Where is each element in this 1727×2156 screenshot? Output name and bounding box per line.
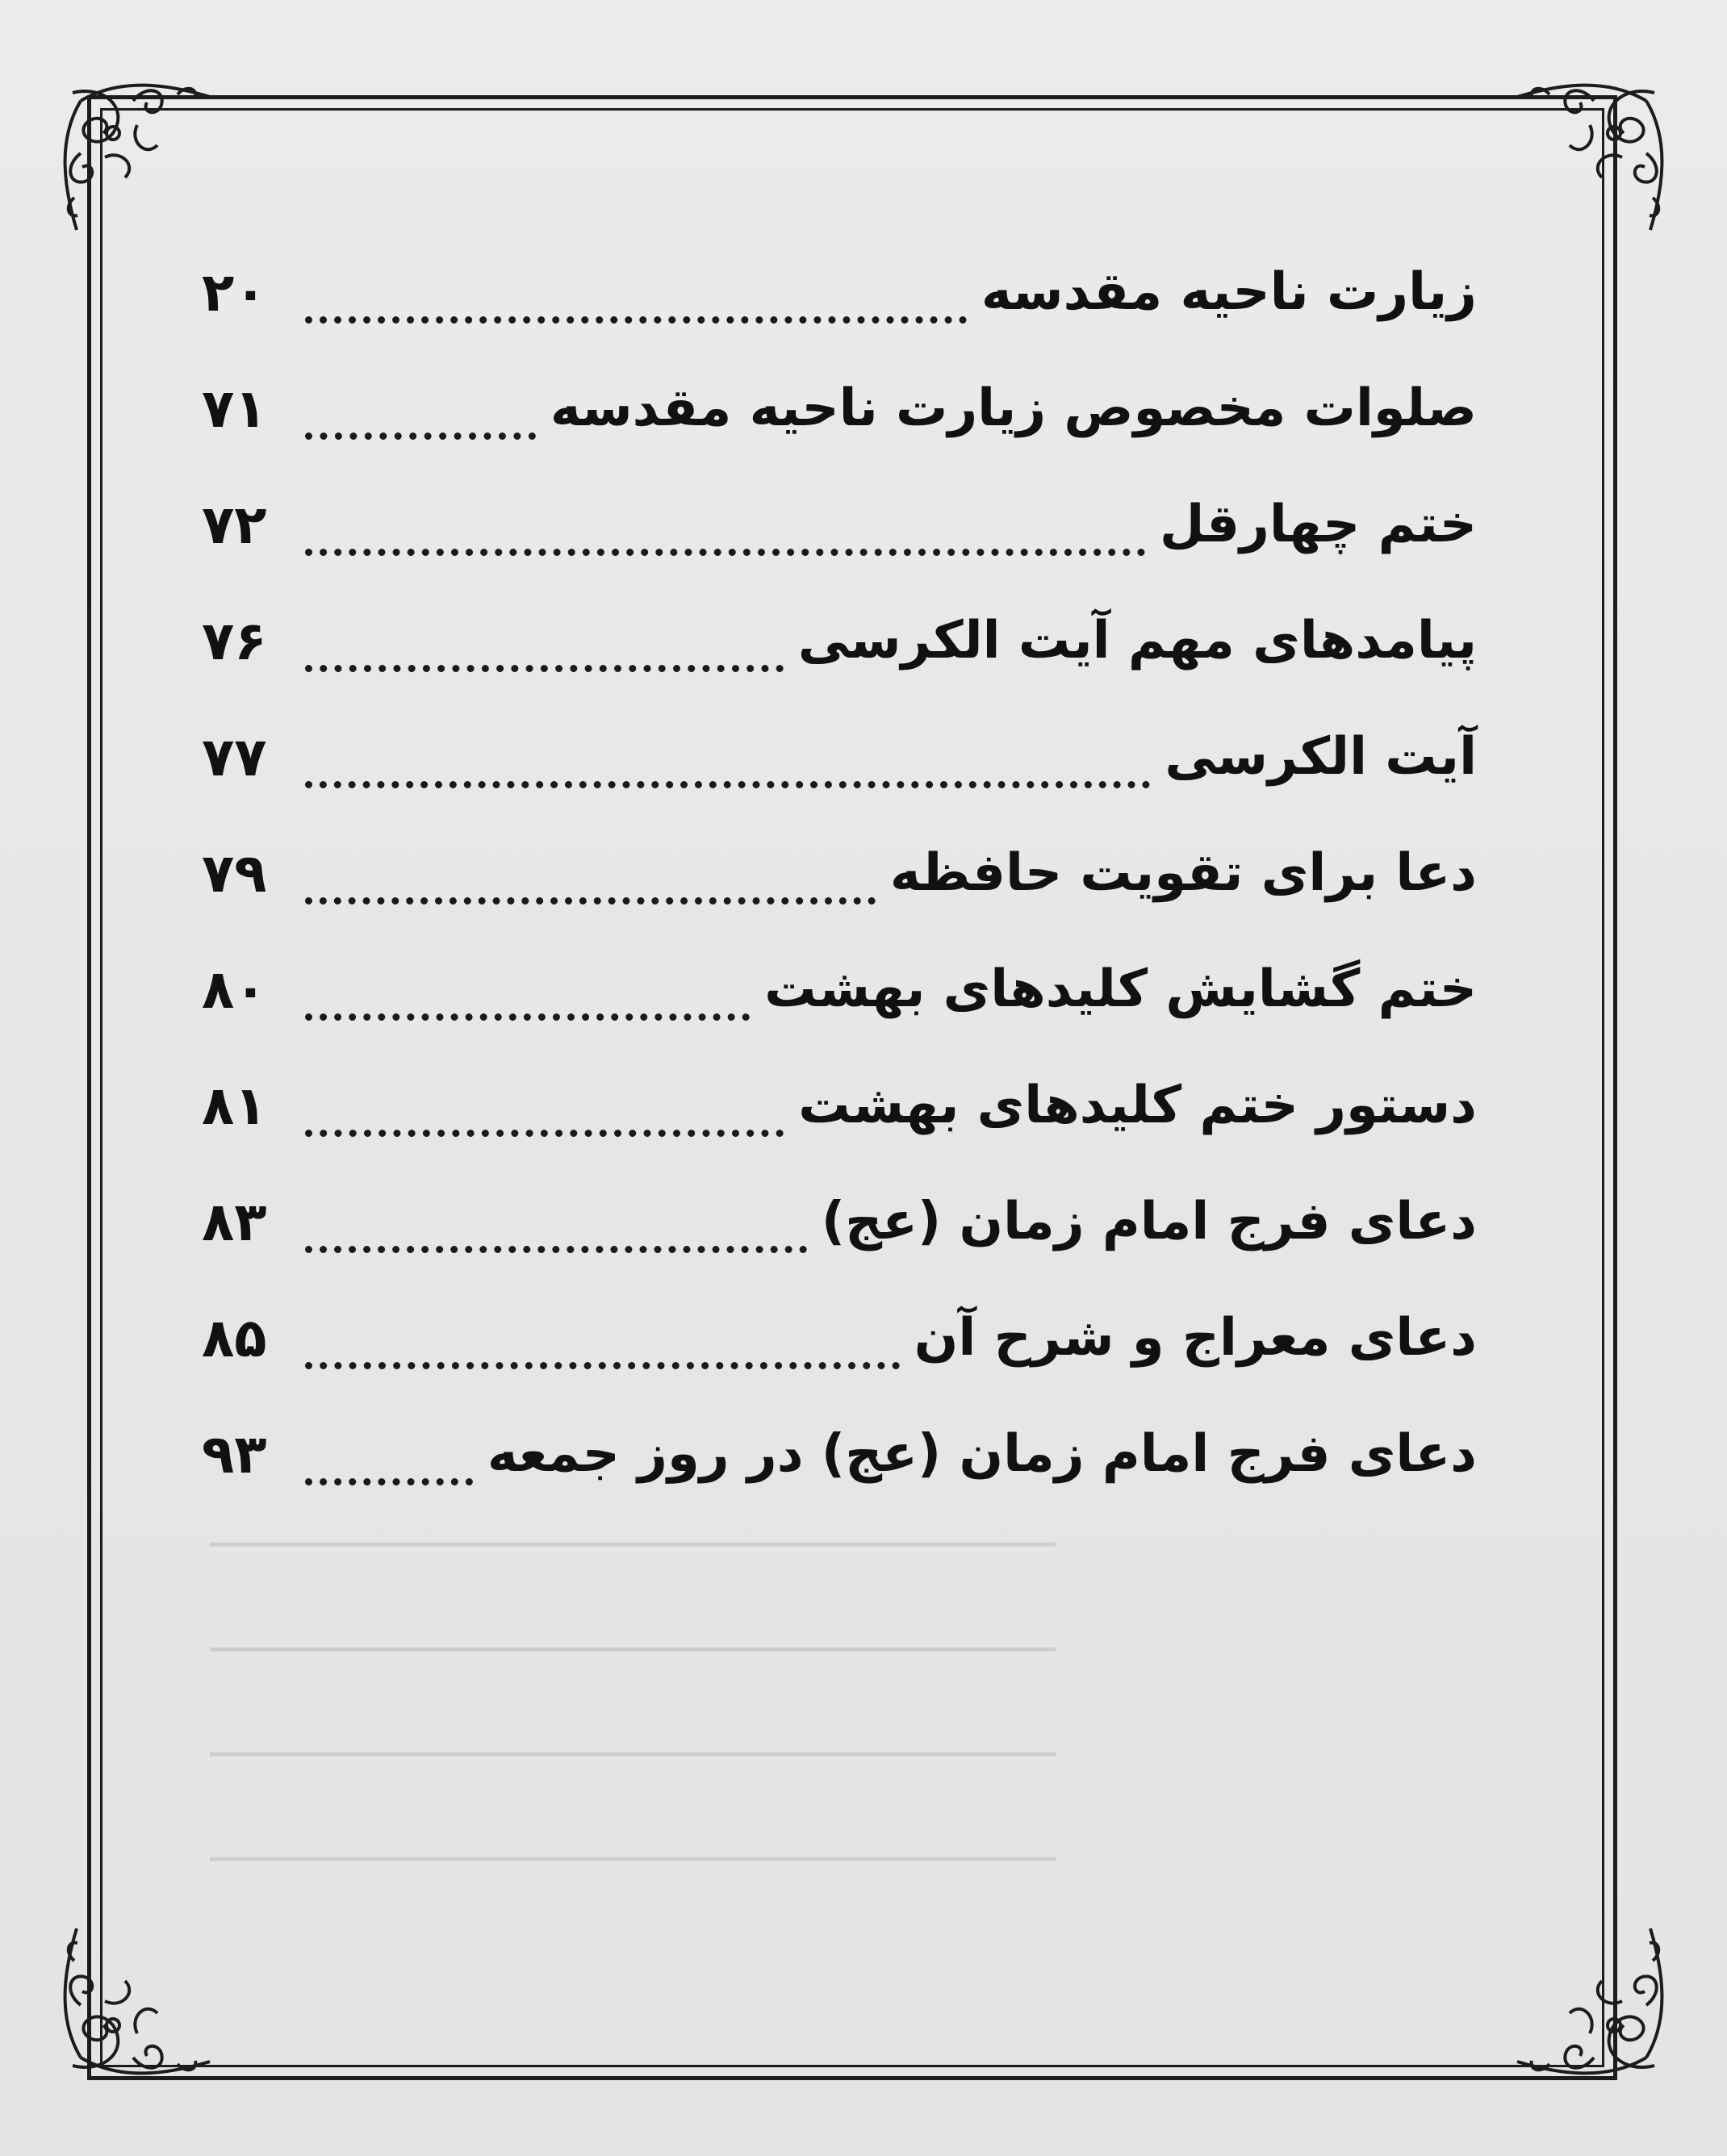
toc-entry-title: آیت الکرسی	[1165, 727, 1477, 787]
toc-entry-page: ۸۳	[202, 1190, 267, 1253]
toc-entry-title: دعا برای تقویت حافظه	[889, 843, 1477, 903]
toc-entry[interactable]	[202, 1047, 1477, 1164]
toc-entry-page: ۷۱	[202, 377, 267, 440]
toc-entry-title: ختم گشایش کلیدهای بهشت	[764, 959, 1477, 1019]
toc-entry[interactable]	[202, 234, 1477, 350]
floral-corner-ornament-icon	[56, 1912, 226, 2082]
dot-leader	[305, 1197, 807, 1253]
toc-entry-page: ۷۶	[202, 609, 267, 672]
toc-entry[interactable]	[202, 1280, 1477, 1396]
toc-entry-page: ۸۱	[202, 1074, 267, 1137]
toc-entry-title: ختم چهارقل	[1160, 495, 1477, 554]
dot-leader	[305, 849, 876, 905]
show-through-line: ──────────────────────────────	[210, 1832, 1056, 1886]
toc-entry[interactable]	[202, 350, 1477, 466]
toc-entry-title: پیامدهای مهم آیت الکرسی	[797, 611, 1477, 671]
toc-entry-page: ۸۵	[202, 1306, 267, 1369]
show-through-line: ──────────────────────────────	[210, 1622, 1056, 1677]
toc-entry-title: دعای فرج امام زمان (عج) در روز جمعه	[487, 1424, 1477, 1484]
toc-entry-title: دستور ختم کلیدهای بهشت	[798, 1076, 1477, 1135]
dot-leader	[305, 384, 536, 440]
toc-entry-page: ۷۷	[202, 725, 267, 788]
toc-entry-page: ۷۹	[202, 842, 267, 905]
table-of-contents	[202, 234, 1477, 1512]
dot-leader	[305, 500, 1145, 556]
toc-entry[interactable]	[202, 931, 1477, 1047]
dot-leader	[305, 1081, 784, 1137]
floral-corner-ornament-icon	[1501, 1912, 1671, 2082]
toc-entry-page: ۲۰	[202, 261, 267, 324]
floral-corner-ornament-icon	[56, 77, 226, 246]
toc-entry[interactable]	[202, 815, 1477, 931]
dot-leader	[305, 616, 784, 672]
dot-leader	[305, 1314, 900, 1369]
dot-leader	[305, 1430, 473, 1485]
floral-corner-ornament-icon	[1501, 77, 1671, 246]
show-through-line: ──────────────────────────────	[210, 1517, 1056, 1572]
toc-entry[interactable]	[202, 583, 1477, 699]
dot-leader	[305, 965, 750, 1021]
show-through-line: ──────────────────────────────	[210, 1727, 1056, 1782]
toc-entry[interactable]	[202, 699, 1477, 815]
toc-entry-title: زیارت ناحیه مقدسه	[981, 262, 1477, 322]
toc-entry[interactable]	[202, 1396, 1477, 1512]
toc-entry-title: دعای معراج و شرح آن	[914, 1308, 1477, 1368]
toc-entry-title: صلوات مخصوص زیارت ناحیه مقدسه	[550, 378, 1477, 438]
toc-entry-page: ۸۰	[202, 958, 267, 1021]
toc-entry[interactable]	[202, 1164, 1477, 1280]
dot-leader	[305, 733, 1150, 788]
dot-leader	[305, 268, 967, 324]
toc-entry[interactable]	[202, 466, 1477, 583]
toc-entry-page: ۹۳	[202, 1423, 267, 1485]
toc-entry-title: دعای فرج امام زمان (عج)	[821, 1192, 1477, 1251]
toc-entry-page: ۷۲	[202, 493, 267, 556]
